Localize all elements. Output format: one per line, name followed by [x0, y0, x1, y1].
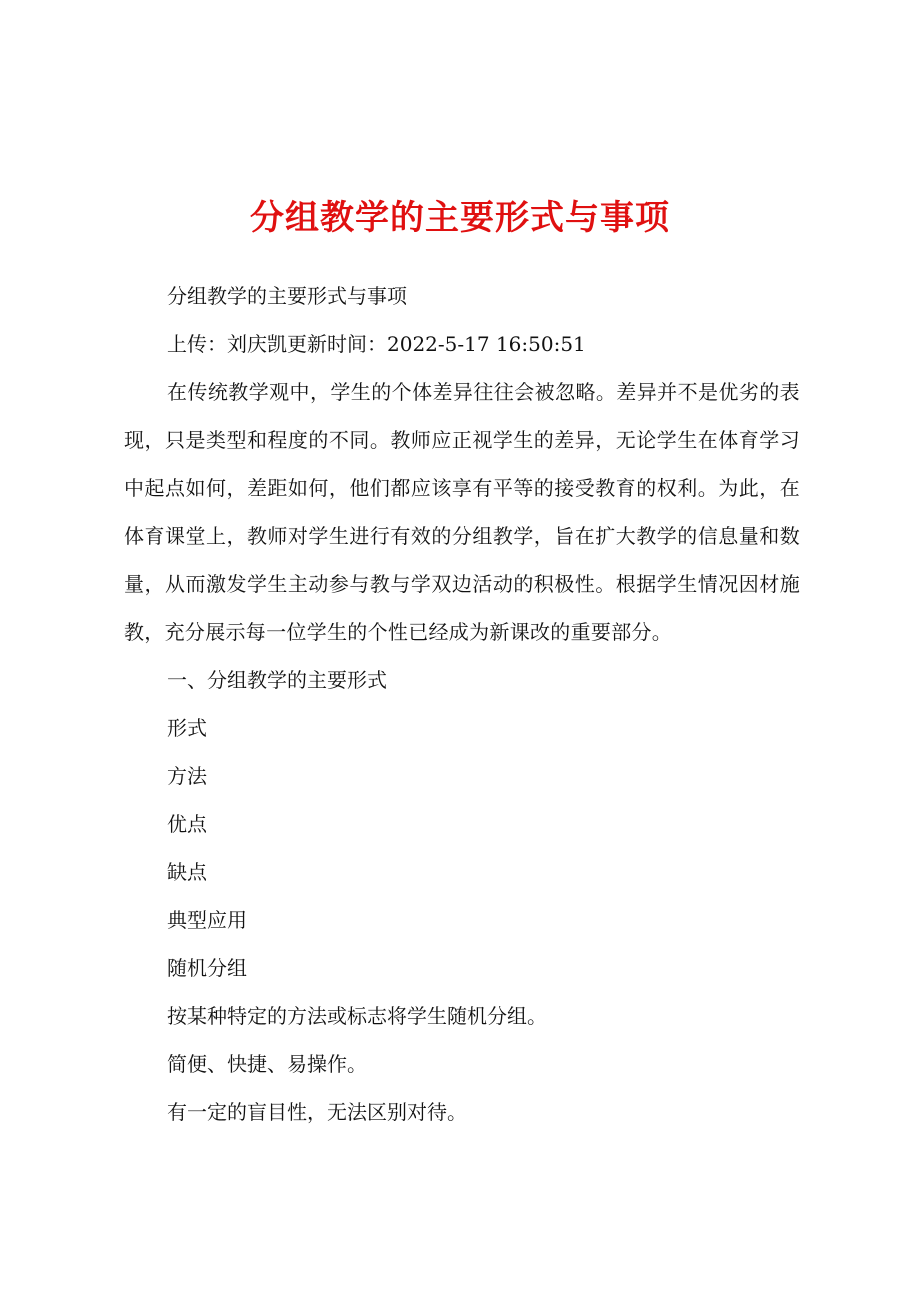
- table-cell-disadvantage: 有一定的盲目性，无法区别对待。: [167, 1100, 467, 1124]
- table-header-form: 形式: [167, 716, 207, 740]
- document-title: 分组教学的主要形式与事项: [250, 198, 670, 238]
- table-cell-advantage: 简便、快捷、易操作。: [167, 1052, 367, 1076]
- document-subtitle: 分组教学的主要形式与事项: [167, 284, 407, 308]
- table-header-application: 典型应用: [167, 908, 247, 932]
- intro-paragraph: 在传统教学观中，学生的个体差异往往会被忽略。差异并不是优劣的表现，只是类型和程度的不同。教师应正视学生的差异，无论学生在体育学习中起点如何，差距如何，他们都应该享有平等的接受教育的权利。为此，在体育课堂上，教师对学生进行有效的分组教学，旨在扩大教学的信息量和数量，从而激发学生主动参与教与学双边活动的积极性。根据学生情况因材施教，充分展示每一位学生的个性已经成为新课改的重要部分。: [124, 380, 800, 644]
- section-heading: 一、分组教学的主要形式: [167, 668, 387, 692]
- table-cell-form: 随机分组: [167, 956, 247, 980]
- table-header-disadvantage: 缺点: [167, 860, 207, 884]
- table-cell-method: 按某种特定的方法或标志将学生随机分组。: [167, 1004, 547, 1028]
- document-body: [124, 284, 800, 1148]
- table-header-advantage: 优点: [167, 812, 207, 836]
- table-header-method: 方法: [167, 764, 207, 788]
- upload-meta: 上传：刘庆凯更新时间：2022-5-17 16:50:51: [167, 332, 586, 356]
